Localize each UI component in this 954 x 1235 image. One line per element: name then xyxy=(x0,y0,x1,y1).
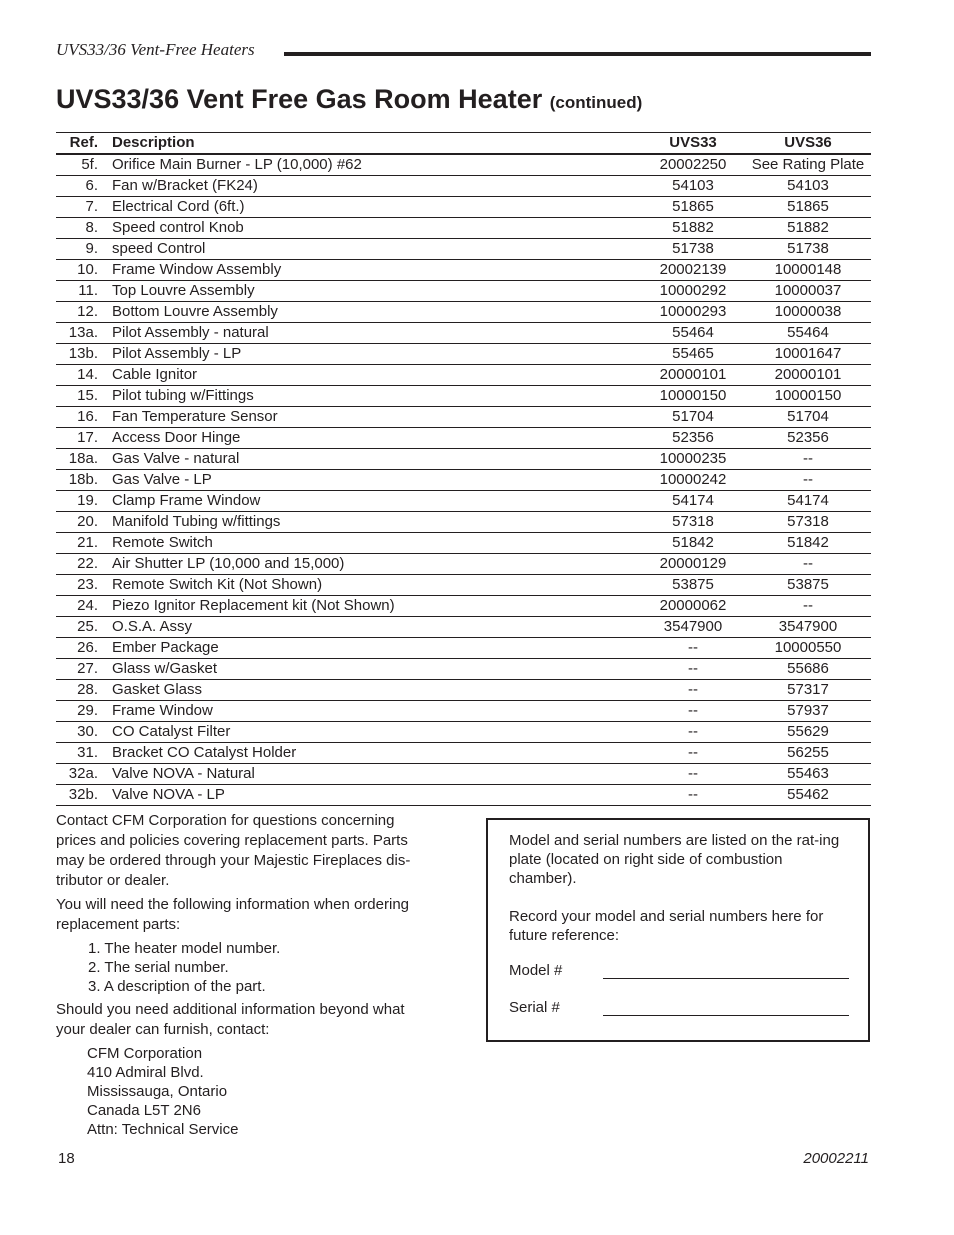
ref-cell: 26. xyxy=(56,638,98,659)
page-title-main: UVS33/36 Vent Free Gas Room Heater xyxy=(56,84,543,114)
ref-cell: 11. xyxy=(56,281,98,302)
description-cell: Gas Valve - natural xyxy=(98,449,641,470)
ref-cell: 16. xyxy=(56,407,98,428)
uvs33-part-cell: -- xyxy=(641,764,745,785)
ref-cell: 28. xyxy=(56,680,98,701)
uvs36-part-cell: 10000150 xyxy=(745,386,871,407)
uvs33-part-cell: 20000101 xyxy=(641,365,745,386)
table-row xyxy=(56,575,871,596)
ordering-steps-list xyxy=(56,939,436,996)
description-cell: Frame Window Assembly xyxy=(98,260,641,281)
address-block xyxy=(56,1044,436,1139)
ref-cell: 29. xyxy=(56,701,98,722)
ref-cell: 8. xyxy=(56,218,98,239)
model-number-field[interactable] xyxy=(509,961,849,981)
ordering-info-paragraph: You will need the following information when ordering replacement parts: xyxy=(56,896,409,933)
table-row xyxy=(56,491,871,512)
column-header-uvs33: UVS33 xyxy=(641,133,745,155)
uvs36-part-cell: 55463 xyxy=(745,764,871,785)
uvs33-part-cell: -- xyxy=(641,785,745,806)
ref-cell: 10. xyxy=(56,260,98,281)
ref-cell: 17. xyxy=(56,428,98,449)
table-row xyxy=(56,407,871,428)
ref-cell: 7. xyxy=(56,197,98,218)
record-instruction: Record your model and serial numbers here for future reference: xyxy=(509,908,824,944)
uvs36-part-cell: 57318 xyxy=(745,512,871,533)
list-item: 2. The serial number. xyxy=(88,959,229,976)
ref-cell: 30. xyxy=(56,722,98,743)
uvs33-part-cell: -- xyxy=(641,743,745,764)
address-line: Mississauga, Ontario xyxy=(87,1083,228,1100)
table-row xyxy=(56,533,871,554)
uvs36-part-cell: 55629 xyxy=(745,722,871,743)
parts-table xyxy=(56,132,871,806)
description-cell: Piezo Ignitor Replacement kit (Not Shown) xyxy=(98,596,641,617)
uvs33-part-cell: 55464 xyxy=(641,323,745,344)
table-row xyxy=(56,512,871,533)
ref-cell: 13a. xyxy=(56,323,98,344)
description-cell: Bracket CO Catalyst Holder xyxy=(98,743,641,764)
description-cell: Orifice Main Burner - LP (10,000) #62 xyxy=(98,154,641,176)
description-cell: Valve NOVA - LP xyxy=(98,785,641,806)
list-item: 1. The heater model number. xyxy=(88,940,281,957)
uvs33-part-cell: 10000292 xyxy=(641,281,745,302)
uvs36-part-cell: 52356 xyxy=(745,428,871,449)
serial-number-label: Serial # xyxy=(509,999,560,1016)
description-cell: Clamp Frame Window xyxy=(98,491,641,512)
ref-cell: 18a. xyxy=(56,449,98,470)
uvs33-part-cell: 51882 xyxy=(641,218,745,239)
uvs36-part-cell: 10001647 xyxy=(745,344,871,365)
uvs33-part-cell: 10000150 xyxy=(641,386,745,407)
description-cell: Bottom Louvre Assembly xyxy=(98,302,641,323)
description-cell: CO Catalyst Filter xyxy=(98,722,641,743)
uvs33-part-cell: 10000242 xyxy=(641,470,745,491)
uvs33-part-cell: -- xyxy=(641,701,745,722)
table-row xyxy=(56,617,871,638)
parts-table-body xyxy=(56,154,871,806)
uvs33-part-cell: 51738 xyxy=(641,239,745,260)
table-row xyxy=(56,638,871,659)
uvs36-part-cell: 3547900 xyxy=(745,617,871,638)
description-cell: Remote Switch Kit (Not Shown) xyxy=(98,575,641,596)
description-cell: Valve NOVA - Natural xyxy=(98,764,641,785)
uvs36-part-cell: 10000038 xyxy=(745,302,871,323)
uvs33-part-cell: 10000293 xyxy=(641,302,745,323)
uvs33-part-cell: 20002250 xyxy=(641,154,745,176)
uvs36-part-cell: 56255 xyxy=(745,743,871,764)
table-row xyxy=(56,239,871,260)
uvs33-part-cell: 51704 xyxy=(641,407,745,428)
ref-cell: 32b. xyxy=(56,785,98,806)
uvs36-part-cell: 54174 xyxy=(745,491,871,512)
ref-cell: 23. xyxy=(56,575,98,596)
serial-record-box xyxy=(486,818,870,1042)
description-cell: Pilot Assembly - natural xyxy=(98,323,641,344)
uvs36-part-cell: 51704 xyxy=(745,407,871,428)
ref-cell: 27. xyxy=(56,659,98,680)
description-cell: Pilot Assembly - LP xyxy=(98,344,641,365)
table-row xyxy=(56,428,871,449)
ref-cell: 12. xyxy=(56,302,98,323)
ref-cell: 19. xyxy=(56,491,98,512)
contact-paragraph: Contact CFM Corporation for questions concerning prices and policies covering replacement parts. Parts may be ordered through your Majestic Fireplaces dis-tributor or dealer. xyxy=(56,812,411,889)
contact-section xyxy=(56,811,436,1139)
description-cell: Pilot tubing w/Fittings xyxy=(98,386,641,407)
uvs36-part-cell: 51882 xyxy=(745,218,871,239)
address-line: 410 Admiral Blvd. xyxy=(87,1064,204,1081)
uvs36-part-cell: 10000148 xyxy=(745,260,871,281)
table-row xyxy=(56,197,871,218)
list-item: 3. A description of the part. xyxy=(88,978,266,995)
uvs33-part-cell: 55465 xyxy=(641,344,745,365)
ref-cell: 32a. xyxy=(56,764,98,785)
table-row xyxy=(56,449,871,470)
uvs33-part-cell: 20000062 xyxy=(641,596,745,617)
column-header-description: Description xyxy=(98,133,641,155)
table-row xyxy=(56,470,871,491)
table-row xyxy=(56,680,871,701)
uvs36-part-cell: 54103 xyxy=(745,176,871,197)
page-title-sub: (continued) xyxy=(549,93,643,112)
model-number-label: Model # xyxy=(509,962,563,979)
table-row xyxy=(56,281,871,302)
ref-cell: 31. xyxy=(56,743,98,764)
description-cell: speed Control xyxy=(98,239,641,260)
uvs33-part-cell: 54103 xyxy=(641,176,745,197)
table-header-row xyxy=(56,133,871,155)
description-cell: Fan Temperature Sensor xyxy=(98,407,641,428)
rating-plate-note: Model and serial numbers are listed on the rat-ing plate (located on right side of combustion chamber). xyxy=(509,832,840,887)
uvs33-part-cell: 57318 xyxy=(641,512,745,533)
description-cell: Access Door Hinge xyxy=(98,428,641,449)
description-cell: Manifold Tubing w/fittings xyxy=(98,512,641,533)
uvs33-part-cell: 10000235 xyxy=(641,449,745,470)
ref-cell: 14. xyxy=(56,365,98,386)
description-cell: Gasket Glass xyxy=(98,680,641,701)
table-row xyxy=(56,764,871,785)
address-line: Attn: Technical Service xyxy=(87,1121,239,1138)
table-row xyxy=(56,323,871,344)
ref-cell: 22. xyxy=(56,554,98,575)
uvs36-part-cell: 20000101 xyxy=(745,365,871,386)
column-header-uvs36: UVS36 xyxy=(745,133,871,155)
ref-cell: 18b. xyxy=(56,470,98,491)
description-cell: Fan w/Bracket (FK24) xyxy=(98,176,641,197)
header-rule xyxy=(284,52,871,56)
uvs36-part-cell: 51738 xyxy=(745,239,871,260)
uvs33-part-cell: -- xyxy=(641,680,745,701)
ref-cell: 5f. xyxy=(56,154,98,176)
uvs36-part-cell: 10000037 xyxy=(745,281,871,302)
uvs33-part-cell: 54174 xyxy=(641,491,745,512)
uvs36-part-cell: -- xyxy=(745,449,871,470)
uvs36-part-cell: -- xyxy=(745,596,871,617)
ref-cell: 25. xyxy=(56,617,98,638)
uvs33-part-cell: -- xyxy=(641,638,745,659)
uvs33-part-cell: 20000129 xyxy=(641,554,745,575)
ref-cell: 15. xyxy=(56,386,98,407)
uvs36-part-cell: 57317 xyxy=(745,680,871,701)
uvs36-part-cell: 10000550 xyxy=(745,638,871,659)
table-row xyxy=(56,386,871,407)
uvs33-part-cell: 51842 xyxy=(641,533,745,554)
page-number: 18 xyxy=(58,1150,75,1167)
uvs36-part-cell: See Rating Plate xyxy=(745,154,871,176)
table-row xyxy=(56,218,871,239)
uvs36-part-cell: 55462 xyxy=(745,785,871,806)
description-cell: Top Louvre Assembly xyxy=(98,281,641,302)
description-cell: Glass w/Gasket xyxy=(98,659,641,680)
description-cell: Speed control Knob xyxy=(98,218,641,239)
uvs33-part-cell: -- xyxy=(641,722,745,743)
uvs36-part-cell: 57937 xyxy=(745,701,871,722)
uvs36-part-cell: -- xyxy=(745,554,871,575)
document-number: 20002211 xyxy=(803,1150,869,1167)
address-line: Canada L5T 2N6 xyxy=(87,1102,201,1119)
description-cell: Remote Switch xyxy=(98,533,641,554)
page-title xyxy=(56,82,642,120)
table-row xyxy=(56,365,871,386)
table-row xyxy=(56,743,871,764)
table-row xyxy=(56,722,871,743)
uvs33-part-cell: 52356 xyxy=(641,428,745,449)
uvs33-part-cell: -- xyxy=(641,659,745,680)
table-row xyxy=(56,596,871,617)
ref-cell: 21. xyxy=(56,533,98,554)
description-cell: Ember Package xyxy=(98,638,641,659)
description-cell: Cable Ignitor xyxy=(98,365,641,386)
ref-cell: 13b. xyxy=(56,344,98,365)
table-row xyxy=(56,554,871,575)
table-row xyxy=(56,302,871,323)
description-cell: Frame Window xyxy=(98,701,641,722)
table-row xyxy=(56,701,871,722)
uvs33-part-cell: 53875 xyxy=(641,575,745,596)
table-row xyxy=(56,154,871,176)
model-number-line xyxy=(603,978,849,979)
uvs36-part-cell: 55686 xyxy=(745,659,871,680)
uvs33-part-cell: 3547900 xyxy=(641,617,745,638)
ref-cell: 9. xyxy=(56,239,98,260)
ref-cell: 24. xyxy=(56,596,98,617)
table-row xyxy=(56,785,871,806)
description-cell: Gas Valve - LP xyxy=(98,470,641,491)
table-row xyxy=(56,176,871,197)
uvs36-part-cell: 55464 xyxy=(745,323,871,344)
running-title: UVS33/36 Vent-Free Heaters xyxy=(56,40,255,59)
serial-number-line xyxy=(603,1015,849,1016)
running-header xyxy=(56,40,871,62)
description-cell: Electrical Cord (6ft.) xyxy=(98,197,641,218)
description-cell: O.S.A. Assy xyxy=(98,617,641,638)
uvs36-part-cell: 53875 xyxy=(745,575,871,596)
table-row xyxy=(56,659,871,680)
ref-cell: 6. xyxy=(56,176,98,197)
table-row xyxy=(56,260,871,281)
uvs33-part-cell: 51865 xyxy=(641,197,745,218)
uvs36-part-cell: 51842 xyxy=(745,533,871,554)
description-cell: Air Shutter LP (10,000 and 15,000) xyxy=(98,554,641,575)
uvs33-part-cell: 20002139 xyxy=(641,260,745,281)
ref-cell: 20. xyxy=(56,512,98,533)
table-row xyxy=(56,344,871,365)
additional-info-paragraph: Should you need additional information beyond what your dealer can furnish, contact: xyxy=(56,1001,405,1038)
address-line: CFM Corporation xyxy=(87,1045,203,1062)
column-header-ref: Ref. xyxy=(56,133,98,155)
uvs36-part-cell: 51865 xyxy=(745,197,871,218)
serial-number-field[interactable] xyxy=(509,998,849,1018)
uvs36-part-cell: -- xyxy=(745,470,871,491)
